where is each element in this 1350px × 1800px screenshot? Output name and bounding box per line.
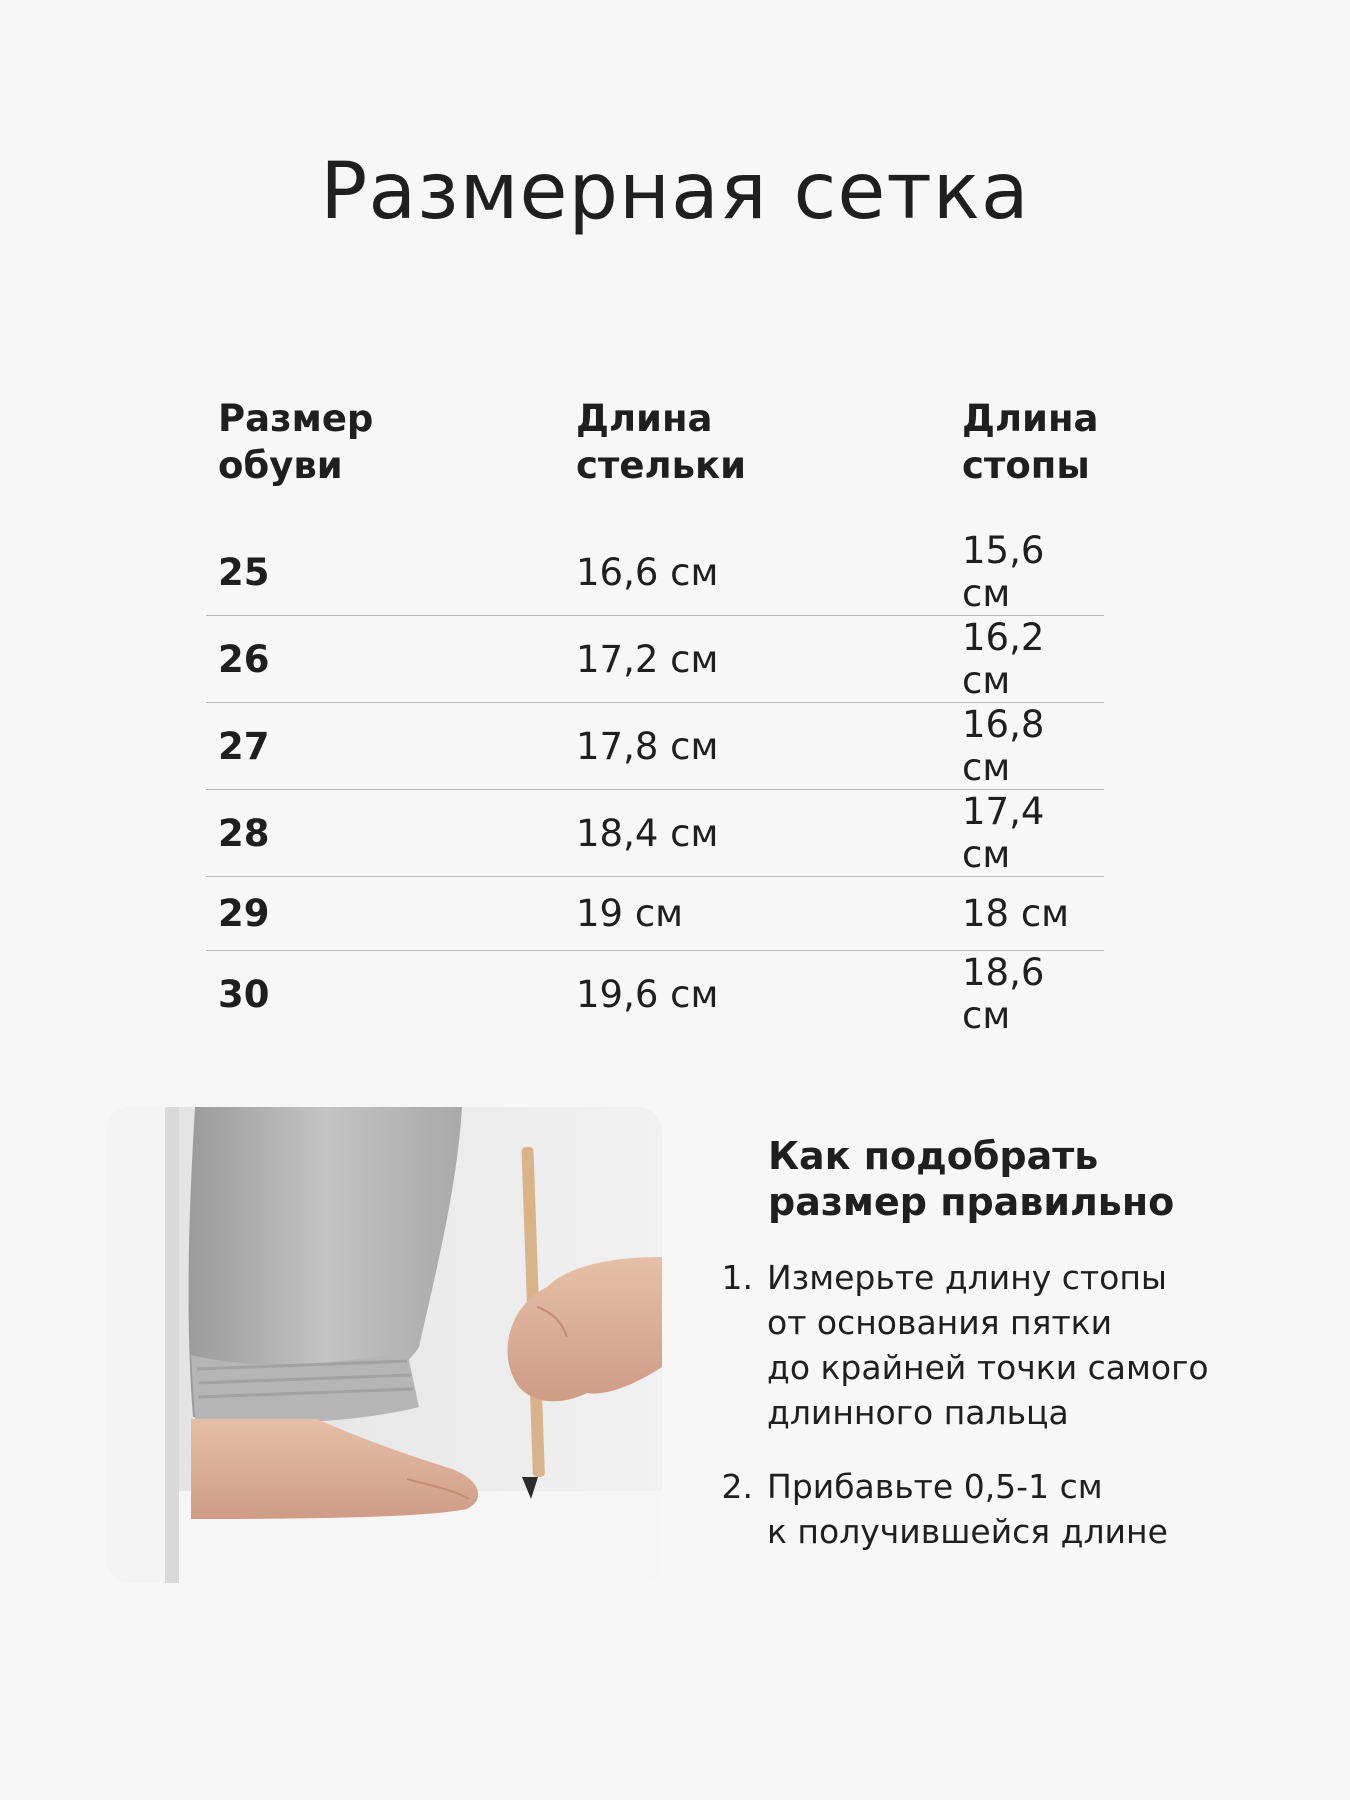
cell-foot-length: 15,6 см xyxy=(962,529,1045,615)
cell-insole-length: 19 см xyxy=(564,877,950,951)
step-number: 2. xyxy=(721,1467,753,1506)
guide-steps-list xyxy=(716,1255,1276,1583)
cell-insole-length: 16,6 см xyxy=(576,550,719,594)
header-text: Размер xyxy=(218,397,374,440)
cell-shoe-size: 29 xyxy=(206,877,564,951)
cell-insole-length: 17,8 см xyxy=(564,703,950,790)
header-shoe-size xyxy=(206,395,564,529)
step-text-line: от основания пятки xyxy=(767,1303,1113,1342)
table-row xyxy=(206,703,1104,790)
table-row xyxy=(206,616,1104,703)
step-text-line: длинного пальца xyxy=(767,1393,1069,1432)
step-text-line: Прибавьте 0,5-1 см xyxy=(767,1467,1103,1506)
header-text: стопы xyxy=(962,444,1090,487)
header-text: обуви xyxy=(218,444,343,487)
step-number: 1. xyxy=(721,1258,753,1297)
table-row xyxy=(206,790,1104,877)
header-foot-length xyxy=(950,395,1104,529)
cell-foot-length: 18 см xyxy=(950,877,1104,951)
table-row xyxy=(206,951,1104,1038)
foot-measuring-photo xyxy=(107,1107,662,1583)
step-text-line: к получившейся длине xyxy=(767,1512,1168,1551)
cell-shoe-size: 26 xyxy=(206,616,564,703)
step-text-line: до крайней точки самого xyxy=(767,1348,1209,1387)
cell-shoe-size: 27 xyxy=(206,703,564,790)
cell-shoe-size: 28 xyxy=(206,790,564,877)
list-item xyxy=(716,1464,1276,1554)
step-text-line: Измерьте длину стопы xyxy=(767,1258,1167,1297)
header-text: Длина xyxy=(576,397,713,440)
foot-measuring-illustration xyxy=(107,1107,662,1583)
list-item xyxy=(716,1255,1276,1435)
cell-foot-length: 16,2 см xyxy=(950,616,1104,703)
cell-insole-length: 17,2 см xyxy=(564,616,950,703)
table-row xyxy=(206,529,1104,616)
table-row xyxy=(206,877,1104,951)
cell-insole-length: 18,4 см xyxy=(564,790,950,877)
cell-foot-length: 17,4 см xyxy=(950,790,1104,877)
header-text: стельки xyxy=(576,444,747,487)
cell-insole-length: 19,6 см xyxy=(564,951,950,1038)
cell-shoe-size: 30 xyxy=(206,951,564,1038)
header-text: Длина xyxy=(962,397,1099,440)
page-title: Размерная сетка xyxy=(320,147,1030,237)
guide-title-line: Как подобрать xyxy=(768,1134,1099,1178)
header-insole-length xyxy=(564,395,950,529)
guide-title-line: размер правильно xyxy=(768,1180,1175,1224)
cell-foot-length: 16,8 см xyxy=(950,703,1104,790)
cell-shoe-size: 25 xyxy=(218,550,270,594)
guide-title xyxy=(768,1133,1174,1225)
cell-foot-length: 18,6 см xyxy=(950,951,1104,1038)
size-chart-table xyxy=(206,395,1104,1037)
table-header-row xyxy=(206,395,1104,529)
